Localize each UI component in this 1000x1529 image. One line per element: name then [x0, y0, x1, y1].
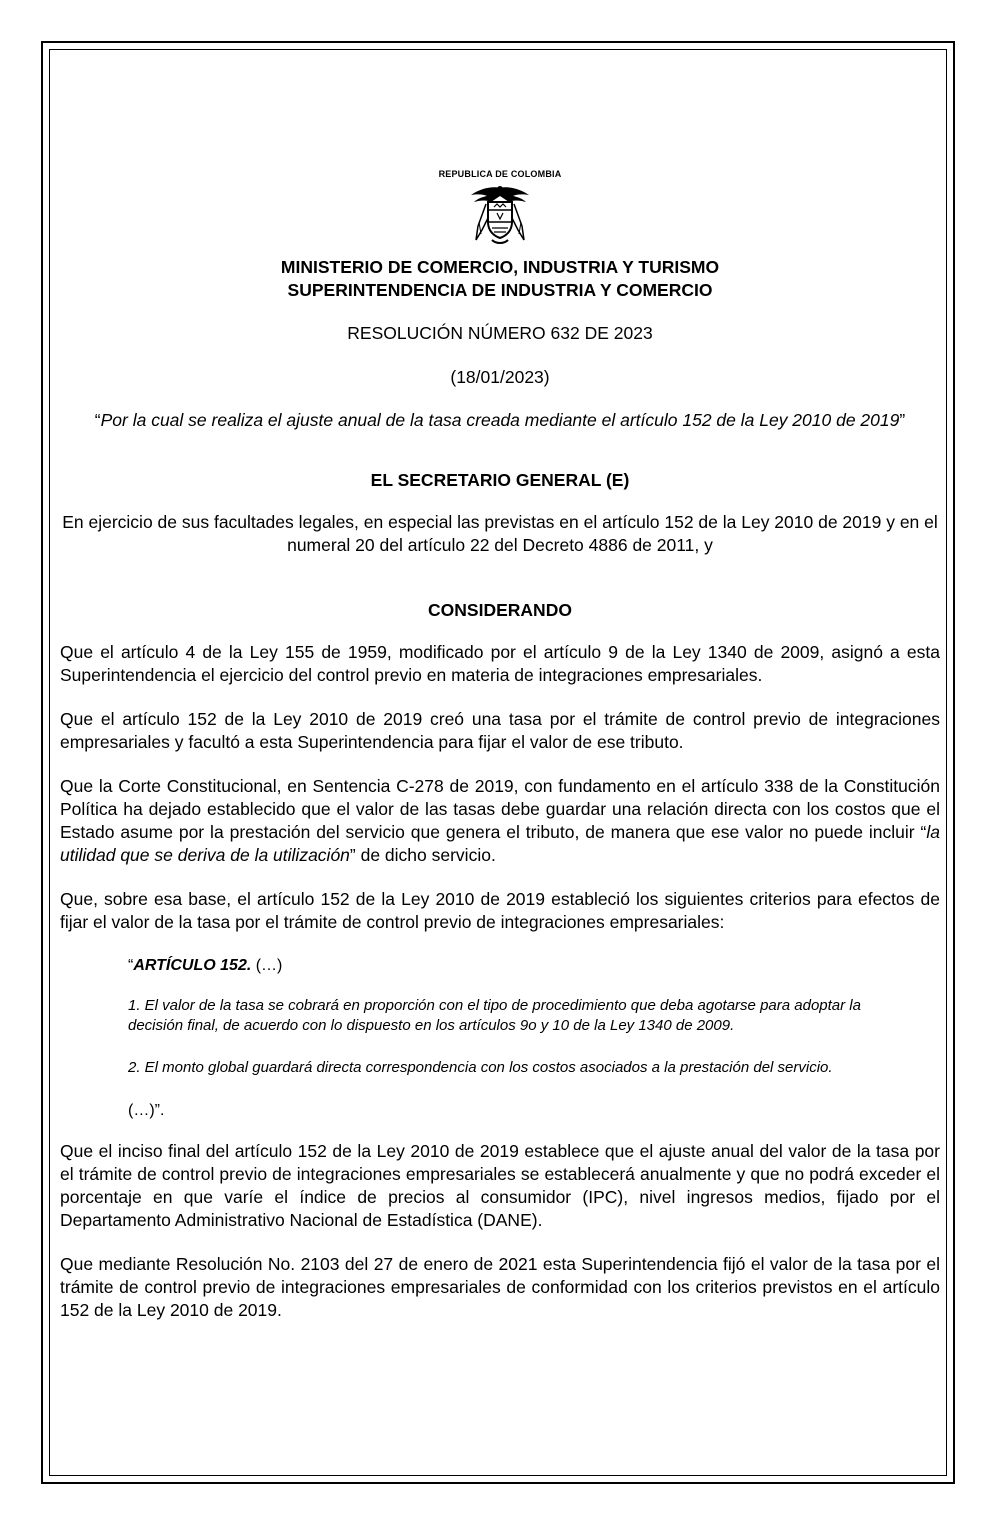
paragraph-3: [60, 775, 940, 867]
subject-open-quote: “: [94, 410, 101, 430]
coat-of-arms-icon: [467, 182, 533, 248]
paragraph-3-quote: la utilidad que se deriva de la utilización: [60, 822, 940, 865]
superintendence-title: SUPERINTENDENCIA DE INDUSTRIA Y COMERCIO: [287, 280, 713, 300]
article-heading: [128, 955, 874, 977]
quote-open-mark: “: [128, 957, 134, 974]
paragraph-4: Que, sobre esa base, el artículo 152 de la Ley 2010 de 2019 estableció los siguientes criterios para efectos de fijar el valor de la tasa por el trámite de control previo de integraciones empresariales:: [60, 889, 940, 932]
article-ellipsis: (…): [251, 957, 283, 974]
quote-item-2: 2. El monto global guardará directa correspondencia con los costos asociados a la prestación del servicio.: [128, 1059, 833, 1076]
subject-text: Por la cual se realiza el ajuste anual de la tasa creada mediante el artículo 152 de la Ley 2010 de 2019: [100, 410, 900, 430]
resolution-date: (18/01/2023): [450, 367, 550, 387]
paragraph-3-end: ” de dicho servicio.: [349, 845, 496, 865]
article-label: ARTÍCULO 152.: [133, 957, 252, 974]
paragraph-1: Que el artículo 4 de la Ley 155 de 1959, modificado por el artículo 9 de la Ley 1340 de 2009, asignó a esta Superintendencia el ejercicio del control previo en materia de integraciones empresariales.: [60, 642, 940, 685]
republic-label: REPUBLICA DE COLOMBIA: [438, 169, 562, 179]
quote-closing: (…)”.: [128, 1102, 165, 1119]
paragraph-3-start: Que la Corte Constitucional, en Sentencia C-278 de 2019, con fundamento en el artículo 338 de la Constitución Política ha dejado establecido que el valor de las tasas debe guardar una relación directa con los costos que el Estado asume por la prestación del servicio que genera el tributo, de manera que ese valor no puede incluir “: [60, 776, 940, 842]
document-body: [60, 168, 940, 1322]
quote-item-1: 1. El valor de la tasa se cobrará en proporción con el tipo de procedimiento que deba agotarse para adoptar la decisión final, de acuerdo con lo dispuesto en los artículos 9o y 10 de la Ley 1340 de 2009.: [128, 997, 861, 1034]
signer-title: EL SECRETARIO GENERAL (E): [370, 470, 630, 490]
considerando-heading: CONSIDERANDO: [428, 600, 572, 620]
paragraph-5: Que el inciso final del artículo 152 de la Ley 2010 de 2019 establece que el ajuste anual del valor de la tasa por el trámite de control previo de integraciones empresariales se establecerá anualmente y que no podrá exceder el porcentaje en que varíe el índice de precios al consumidor (IPC), nivel ingresos medios, fijado por el Departamento Administrativo Nacional de Estadística (DANE).: [60, 1141, 940, 1230]
resolution-subject: [60, 409, 940, 432]
paragraph-6: Que mediante Resolución No. 2103 del 27 de enero de 2021 esta Superintendencia fijó el valor de la tasa por el trámite de control previo de integraciones empresariales de conformidad con los criterios previstos en el artículo 152 de la Ley 2010 de 2019.: [60, 1254, 940, 1320]
preamble: En ejercicio de sus facultades legales, en especial las previstas en el artículo 152 de la Ley 2010 de 2019 y en el numeral 20 del artículo 22 del Decreto 4886 de 2011, y: [62, 512, 938, 555]
resolution-number: RESOLUCIÓN NÚMERO 632 DE 2023: [347, 323, 653, 343]
ministry-title: MINISTERIO DE COMERCIO, INDUSTRIA Y TURISMO: [280, 257, 720, 277]
paragraph-2: Que el artículo 152 de la Ley 2010 de 2019 creó una tasa por el trámite de control previo de integraciones empresariales y facultó a esta Superintendencia para fijar el valor de ese tributo.: [60, 709, 940, 752]
article-quote: [128, 955, 874, 1122]
subject-close-quote: ”: [899, 410, 906, 430]
